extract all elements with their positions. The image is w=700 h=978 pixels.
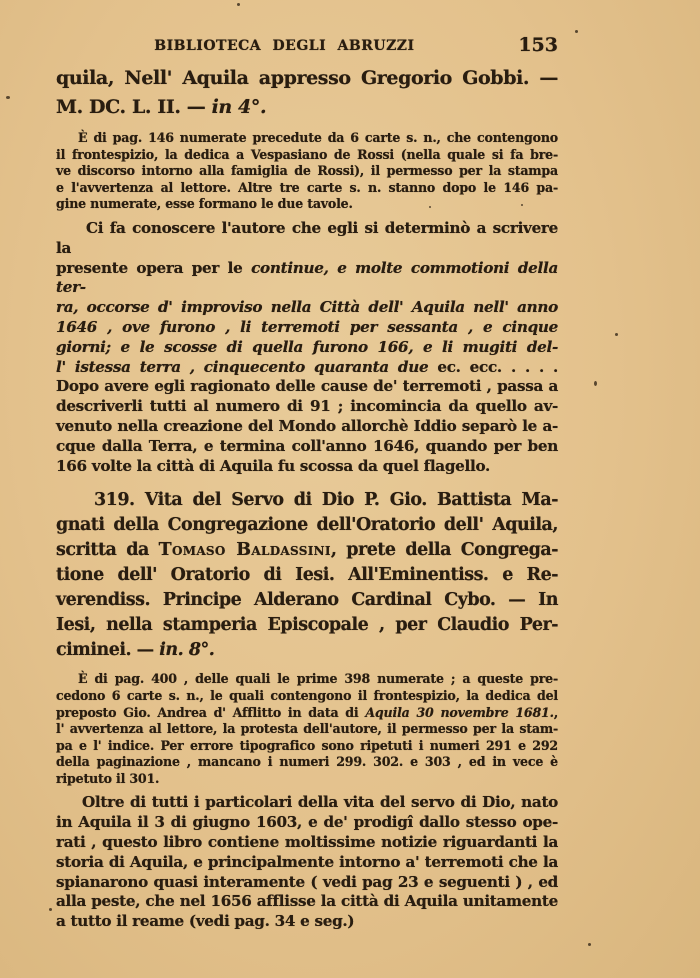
text-line bbox=[56, 738, 558, 755]
scan-speck bbox=[594, 381, 597, 386]
text-line bbox=[56, 873, 558, 893]
text-line bbox=[56, 397, 558, 417]
text-segment: verendiss. Principe Alderano Cardinal Cybo. — In bbox=[56, 590, 558, 611]
text-line bbox=[56, 688, 558, 705]
page-text-block bbox=[56, 0, 558, 932]
text-segment: Tomaso Baldassini bbox=[158, 540, 331, 561]
text-segment: alla peste, che nel 1656 afflisse la città di Aquila unitamente bbox=[56, 892, 558, 911]
scan-speck bbox=[49, 908, 52, 911]
entry-318-imprint-continuation bbox=[56, 64, 558, 122]
text-line bbox=[56, 457, 558, 477]
text-segment: ra, occorse d' improviso nella Città dell' Aquila nell' anno bbox=[56, 298, 558, 317]
text-segment: rati , questo libro contiene moltissime notizie riguardanti la bbox=[56, 833, 558, 852]
entry-319-heading bbox=[56, 488, 558, 663]
running-header-title: BIBLIOTECA DEGLI ABRUZZI bbox=[154, 38, 415, 54]
text-segment: spianarono quasi interamente ( vedi pag 23 e seguenti ) , ed bbox=[56, 872, 558, 891]
text-line bbox=[56, 671, 558, 688]
text-segment: 1646 , ove furono , li terremoti per sessanta , e cinque bbox=[56, 317, 558, 336]
text-segment: È di pag. 146 numerate precedute da 6 carte s. n., che contengono bbox=[78, 130, 558, 145]
text-segment: il frontespizio, la dedica a Vespasiano de Rossi (nella quale si fa bre- bbox=[56, 146, 558, 162]
entry-319-commentary bbox=[56, 793, 558, 932]
text-segment: a tutto il reame (vedi pag. 34 e seg.) bbox=[56, 912, 355, 931]
text-segment: , prete della Congrega- bbox=[330, 540, 558, 561]
text-segment: giorni; e le scosse di quella furono 166, e li mugiti del- bbox=[56, 337, 558, 356]
entry-318-collation-note bbox=[56, 130, 558, 213]
text-line bbox=[56, 771, 558, 788]
page-number: 153 bbox=[518, 34, 558, 56]
text-segment: quila, Nell' Aquila appresso Gregorio Gobbi. — bbox=[56, 67, 558, 89]
text-line bbox=[56, 437, 558, 457]
text-line bbox=[56, 721, 558, 738]
text-line bbox=[56, 93, 558, 122]
text-line bbox=[56, 588, 558, 613]
text-segment: in. 8°. bbox=[159, 640, 215, 661]
text-line bbox=[56, 892, 558, 912]
text-segment: l' istessa terra , cinquecento quaranta due bbox=[56, 357, 429, 376]
text-segment: cedono 6 carte s. n., le quali contengono il frontespizio, la dedica del bbox=[56, 687, 558, 703]
text-segment: ripetuto il 301. bbox=[56, 770, 160, 786]
text-segment: Oltre di tutti i particolari della vita del servo di Dio, nato bbox=[82, 793, 558, 812]
text-segment: della paginazione , mancano i numeri 299. 302. e 303 , ed in vece è bbox=[56, 754, 558, 770]
text-segment: in 4°. bbox=[211, 96, 267, 118]
text-line bbox=[56, 147, 558, 164]
text-line bbox=[56, 338, 558, 358]
text-segment: Dopo avere egli ragionato delle cause de' terremoti , passa a bbox=[56, 377, 558, 396]
text-segment: È di pag. 400 , delle quali le prime 398 numerate ; a queste pre- bbox=[78, 671, 558, 687]
text-segment: venuto nella creazione del Mondo allorchè Iddio separò le a- bbox=[56, 416, 558, 435]
text-line bbox=[56, 754, 558, 771]
text-line bbox=[56, 813, 558, 833]
text-line bbox=[56, 563, 558, 588]
text-line bbox=[56, 130, 558, 147]
text-segment: storia di Aquila, e principalmente intorno a' terremoti che la bbox=[56, 852, 558, 871]
text-line bbox=[56, 196, 558, 213]
text-line bbox=[56, 613, 558, 638]
text-segment: scritta da bbox=[56, 540, 159, 561]
text-line bbox=[56, 833, 558, 853]
text-segment: ciminei. — bbox=[56, 640, 160, 661]
scan-speck bbox=[6, 96, 10, 99]
text-line bbox=[56, 180, 558, 197]
text-segment: tione dell' Oratorio di Iesi. All'Eminentiss. e Re- bbox=[56, 565, 558, 586]
text-segment: ve discorso intorno alla famiglia de Rossi), il permesso per la stampa bbox=[56, 163, 558, 179]
text-segment: in Aquila il 3 di giugno 1603, e de' prodigî dallo stesso ope- bbox=[56, 813, 558, 832]
text-line bbox=[56, 793, 558, 813]
text-segment: cque dalla Terra, e termina coll'anno 1646, quando per ben bbox=[56, 436, 558, 455]
text-line bbox=[56, 513, 558, 538]
text-segment: descriverli tutti al numero di 91 ; incomincia da quello av- bbox=[56, 397, 558, 416]
text-segment: , bbox=[553, 704, 558, 720]
text-segment: e l'avvertenza al lettore. Altre tre carte s. n. stanno dopo le 146 pa- bbox=[56, 179, 558, 195]
text-line bbox=[56, 358, 558, 378]
scan-speck bbox=[615, 333, 618, 336]
text-segment: 166 volte la città di Aquila fu scossa da quel flagello. bbox=[56, 456, 491, 475]
text-line bbox=[56, 318, 558, 338]
text-line bbox=[56, 219, 558, 259]
text-segment: pa e l' indice. Per errore tipografico sono ripetuti i numeri 291 e 292 bbox=[56, 737, 558, 753]
text-line bbox=[56, 488, 558, 513]
text-segment: gine numerate, esse formano le due tavole. bbox=[56, 196, 353, 212]
text-line bbox=[56, 853, 558, 873]
text-line bbox=[56, 163, 558, 180]
text-segment: M. DC. L. II. — bbox=[56, 96, 212, 118]
running-header bbox=[56, 36, 558, 56]
text-line bbox=[56, 705, 558, 722]
entry-319-collation-note bbox=[56, 671, 558, 787]
text-segment: ec. ecc. . . . . bbox=[428, 357, 558, 376]
scan-speck bbox=[237, 3, 240, 6]
text-segment: gnati della Congregazione dell'Oratorio dell' Aquila, bbox=[56, 515, 558, 536]
text-line bbox=[56, 538, 558, 563]
text-segment: presente opera per le bbox=[56, 258, 252, 277]
text-segment: preposto Gio. Andrea d' Afflitto in data di bbox=[56, 704, 366, 720]
text-segment: l' avvertenza al lettore, la protesta dell'autore, il permesso per la stam- bbox=[56, 721, 558, 737]
entry-318-commentary bbox=[56, 219, 558, 476]
scan-speck bbox=[588, 943, 591, 946]
text-segment: 319. Vita del Servo di Dio P. Gio. Battista Ma- bbox=[94, 490, 558, 511]
scan-speck bbox=[575, 30, 578, 33]
text-segment: Iesi, nella stamperia Episcopale , per Claudio Per- bbox=[56, 615, 558, 636]
text-line bbox=[56, 638, 558, 663]
text-segment: continue, e molte commotioni della ter- bbox=[56, 258, 558, 297]
text-segment: Ci fa conoscere l'autore che egli si determinò a scrivere la bbox=[56, 218, 558, 257]
scan-speck bbox=[429, 206, 431, 208]
text-line bbox=[56, 259, 558, 299]
text-line bbox=[56, 912, 558, 932]
text-line bbox=[56, 417, 558, 437]
text-line bbox=[56, 377, 558, 397]
text-line bbox=[56, 64, 558, 93]
text-segment: Aquila 30 novembre 1681. bbox=[365, 704, 554, 720]
scan-speck bbox=[521, 204, 523, 206]
text-line bbox=[56, 298, 558, 318]
